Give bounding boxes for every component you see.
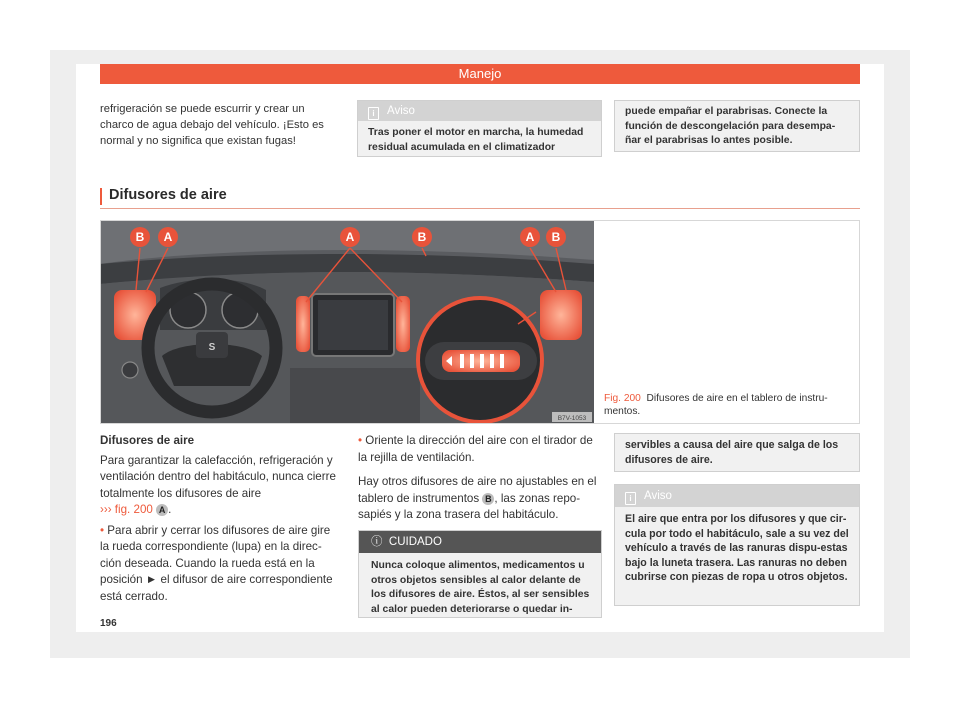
body-paragraph-1: Para garantizar la calefacción, refrigeración y ventilación dentro del habitáculo, nunca cierre totalmente los difusores de aire ››› fig. 200 A . — [100, 453, 336, 516]
aviso2-text: El aire que entra por los difusores y que cir-cula por todo el habitáculo, sale a su vez del vehículo a través de las ranuras dispu-estas bajo la luneta trasera. Las ranuras no deben cubrirse con piezas de ropa u otros objetos. — [625, 513, 849, 583]
dashboard-drawing — [100, 220, 594, 424]
svg-text:A: A — [163, 230, 173, 244]
bullet-icon: • — [100, 523, 105, 537]
figure-code: B7V-1053 — [557, 415, 587, 422]
cuidado-continuation — [614, 433, 860, 472]
aviso-text: Tras poner el motor en marcha, la humedad residual acumulada en el climatizador — [368, 127, 584, 153]
page-number: 196 — [100, 618, 117, 629]
aviso-continuation-text: puede empañar el parabrisas. Conecte la función de descongelación para desempa-ñar el parabrisas lo antes posible. — [625, 106, 836, 146]
chapter-header: Manejo — [100, 64, 860, 84]
figure-link[interactable]: ››› fig. 200 — [100, 503, 153, 516]
closed-position-icon: ► — [145, 573, 158, 586]
svg-text:B: B — [551, 230, 561, 244]
info-icon: i — [368, 107, 379, 120]
aviso2-title: Aviso — [644, 490, 672, 502]
body-bullet-1: • Para abrir y cerrar los difusores de aire gire la rueda correspondiente (lupa) en la direc-ción deseada. Cuando la rueda está en la posición ► el difusor de aire correspondiente está cerrado. — [100, 523, 333, 603]
section-title — [100, 186, 860, 209]
figure-caption — [604, 392, 844, 418]
body-column-1 — [100, 433, 342, 605]
section-title-text: Difusores de aire — [109, 187, 227, 203]
body-heading: Difusores de aire — [100, 434, 195, 447]
info-icon: i — [625, 492, 636, 505]
intro-text: refrigeración se puede escurrir y crear un charco de agua debajo del vehículo. ¡Esto es normal y no significa que existan fugas! — [100, 103, 324, 147]
svg-text:S: S — [208, 342, 216, 353]
cuidado-title: CUIDADO — [388, 536, 442, 548]
aviso-box — [357, 100, 602, 157]
aviso-title: Aviso — [387, 105, 415, 117]
body-paragraph-2: Hay otros difusores de aire no ajustables en el tablero de instrumentos B , las zonas repo-sapiés y la zona trasera del habitáculo. — [358, 475, 597, 521]
center-vent-left — [296, 296, 310, 352]
aviso2-header — [615, 485, 859, 507]
svg-text:B: B — [417, 230, 427, 244]
body-column-2 — [358, 433, 600, 524]
cuidado-continuation-text: servibles a causa del aire que salga de los difusores de aire. — [625, 439, 839, 466]
cuidado-box — [358, 530, 602, 618]
aviso-header — [358, 101, 601, 121]
bullet-icon: • — [358, 434, 363, 447]
warning-icon: ⓘ — [371, 536, 383, 548]
aviso2-box — [614, 484, 860, 606]
svg-text:B: B — [135, 230, 145, 244]
svg-text:A: A — [525, 230, 535, 244]
center-vent-right — [396, 296, 410, 352]
body-bullet-2: • Oriente la dirección del aire con el tirador de la rejilla de ventilación. — [358, 434, 593, 464]
svg-text:A: A — [345, 230, 355, 244]
ref-badge-b: B — [482, 493, 494, 505]
dashboard-illustration — [100, 220, 594, 424]
figure-caption-label: Fig. 200 — [604, 393, 641, 404]
aviso-continuation — [614, 100, 860, 152]
ref-badge-a: A — [156, 504, 168, 516]
cuidado-text: Nunca coloque alimentos, medicamentos u otros objetos sensibles al calor delante de los difusores de aire. Éstos, al ser sensibles al calor pueden deteriorarse o quedar in- — [359, 553, 601, 618]
cuidado-header — [359, 531, 601, 553]
figure-caption-text: Difusores de aire en el tablero de instru-mentos. — [604, 393, 828, 417]
section-accent-bar — [100, 188, 102, 205]
right-vent — [540, 290, 582, 340]
